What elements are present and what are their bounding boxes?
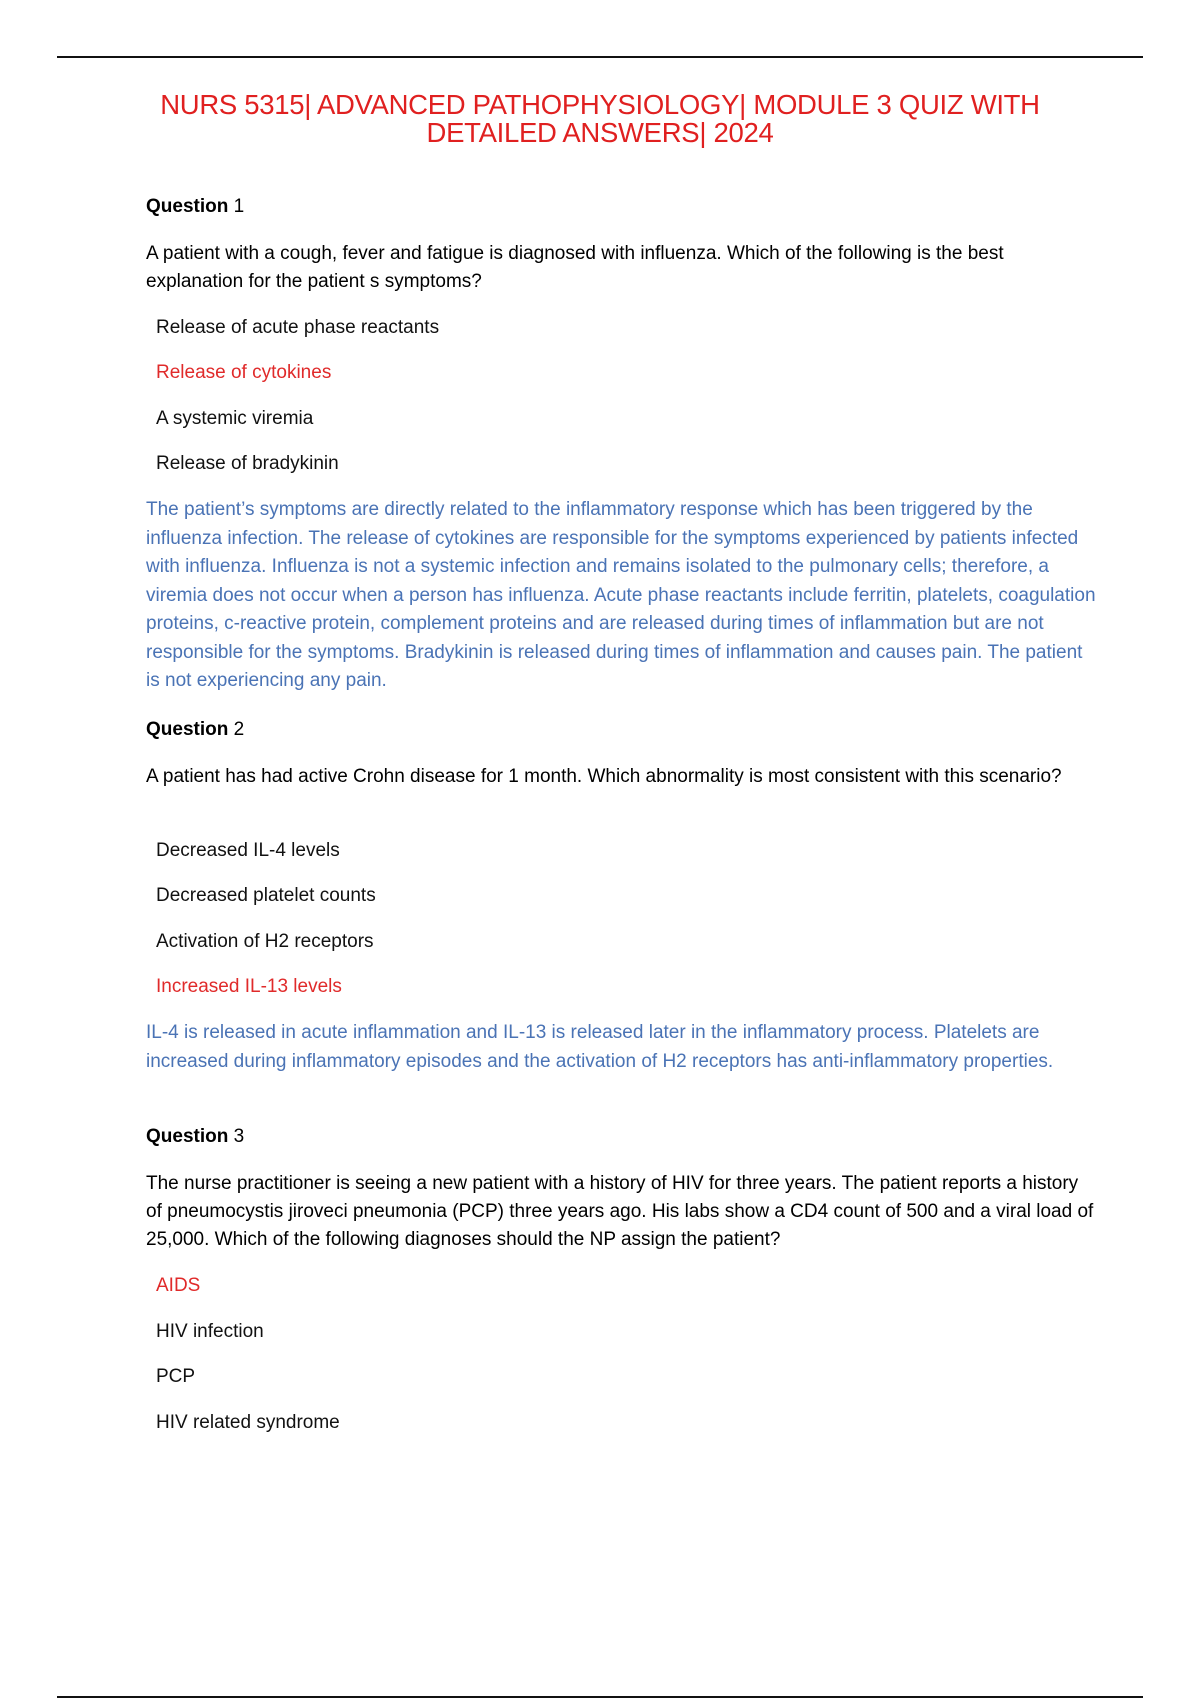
question-3-stem: The nurse practitioner is seeing a new patient with a history of HIV for three years. The patient reports a history of pneumocystis jiroveci pneumonia (PCP) three years ago. His labs show a CD4 count of 500 and a viral load of 25,000. Which of the following diagnoses should the NP assign the patient? xyxy=(146,1173,1094,1250)
question-number: 1 xyxy=(233,196,245,217)
question-number: 3 xyxy=(233,1126,245,1147)
question-number: 2 xyxy=(233,719,245,740)
question-1-option-a: Release of acute phase reactants xyxy=(156,317,440,338)
question-1-heading xyxy=(146,195,244,219)
question-label: Question xyxy=(146,196,229,217)
question-2-option-b: Decreased platelet counts xyxy=(156,885,376,906)
top-rule xyxy=(57,56,1143,58)
question-2-option-c: Activation of H2 receptors xyxy=(156,931,374,952)
question-2-option-d-correct: Increased IL-13 levels xyxy=(156,976,342,997)
question-label: Question xyxy=(146,1126,229,1147)
question-2-stem: A patient has had active Crohn disease for 1 month. Which abnormality is most consistent with this scenario? xyxy=(146,766,1062,787)
question-3-option-a-correct: AIDS xyxy=(156,1275,201,1296)
question-1-stem: A patient with a cough, fever and fatigue is diagnosed with influenza. Which of the following is the best explanation for the patient s symptoms? xyxy=(146,243,1004,292)
document-title-line-2: DETAILED ANSWERS| 2024 xyxy=(426,117,774,148)
question-3-option-d: HIV related syndrome xyxy=(156,1412,340,1433)
question-3-heading xyxy=(146,1125,244,1149)
question-2-explanation: IL-4 is released in acute inflammation and IL-13 is released later in the inflammatory process. Platelets are increased during inflammatory episodes and the activation of H2 receptors has anti-inflammatory properties. xyxy=(146,1022,1054,1072)
question-1-option-d: Release of bradykinin xyxy=(156,453,339,474)
document-title-line-1: NURS 5315| ADVANCED PATHOPHYSIOLOGY| MODULE 3 QUIZ WITH xyxy=(160,89,1040,120)
question-1-explanation: The patient’s symptoms are directly related to the inflammatory response which has been triggered by the influenza infection. The release of cytokines are responsible for the symptoms experienced by patients infected with influenza. Influenza is not a systemic infection and remains isolated to the pulmonary cells; therefore, a viremia does not occur when a person has influenza. Acute phase reactants include ferritin, platelets, coagulation proteins, c-reactive protein, complement proteins and are released during times of inflammation but are not responsible for the symptoms. Bradykinin is released during times of inflammation and causes pain. The patient is not experiencing any pain. xyxy=(146,499,1096,691)
question-2-option-a: Decreased IL-4 levels xyxy=(156,840,340,861)
question-3-option-b: HIV infection xyxy=(156,1321,264,1342)
question-1-option-b-correct: Release of cytokines xyxy=(156,362,332,383)
document-title xyxy=(57,91,1143,147)
question-3-option-c: PCP xyxy=(156,1366,196,1387)
question-label: Question xyxy=(146,719,229,740)
bottom-rule xyxy=(57,1696,1143,1698)
question-2-heading xyxy=(146,718,244,742)
question-1-option-c: A systemic viremia xyxy=(156,408,314,429)
